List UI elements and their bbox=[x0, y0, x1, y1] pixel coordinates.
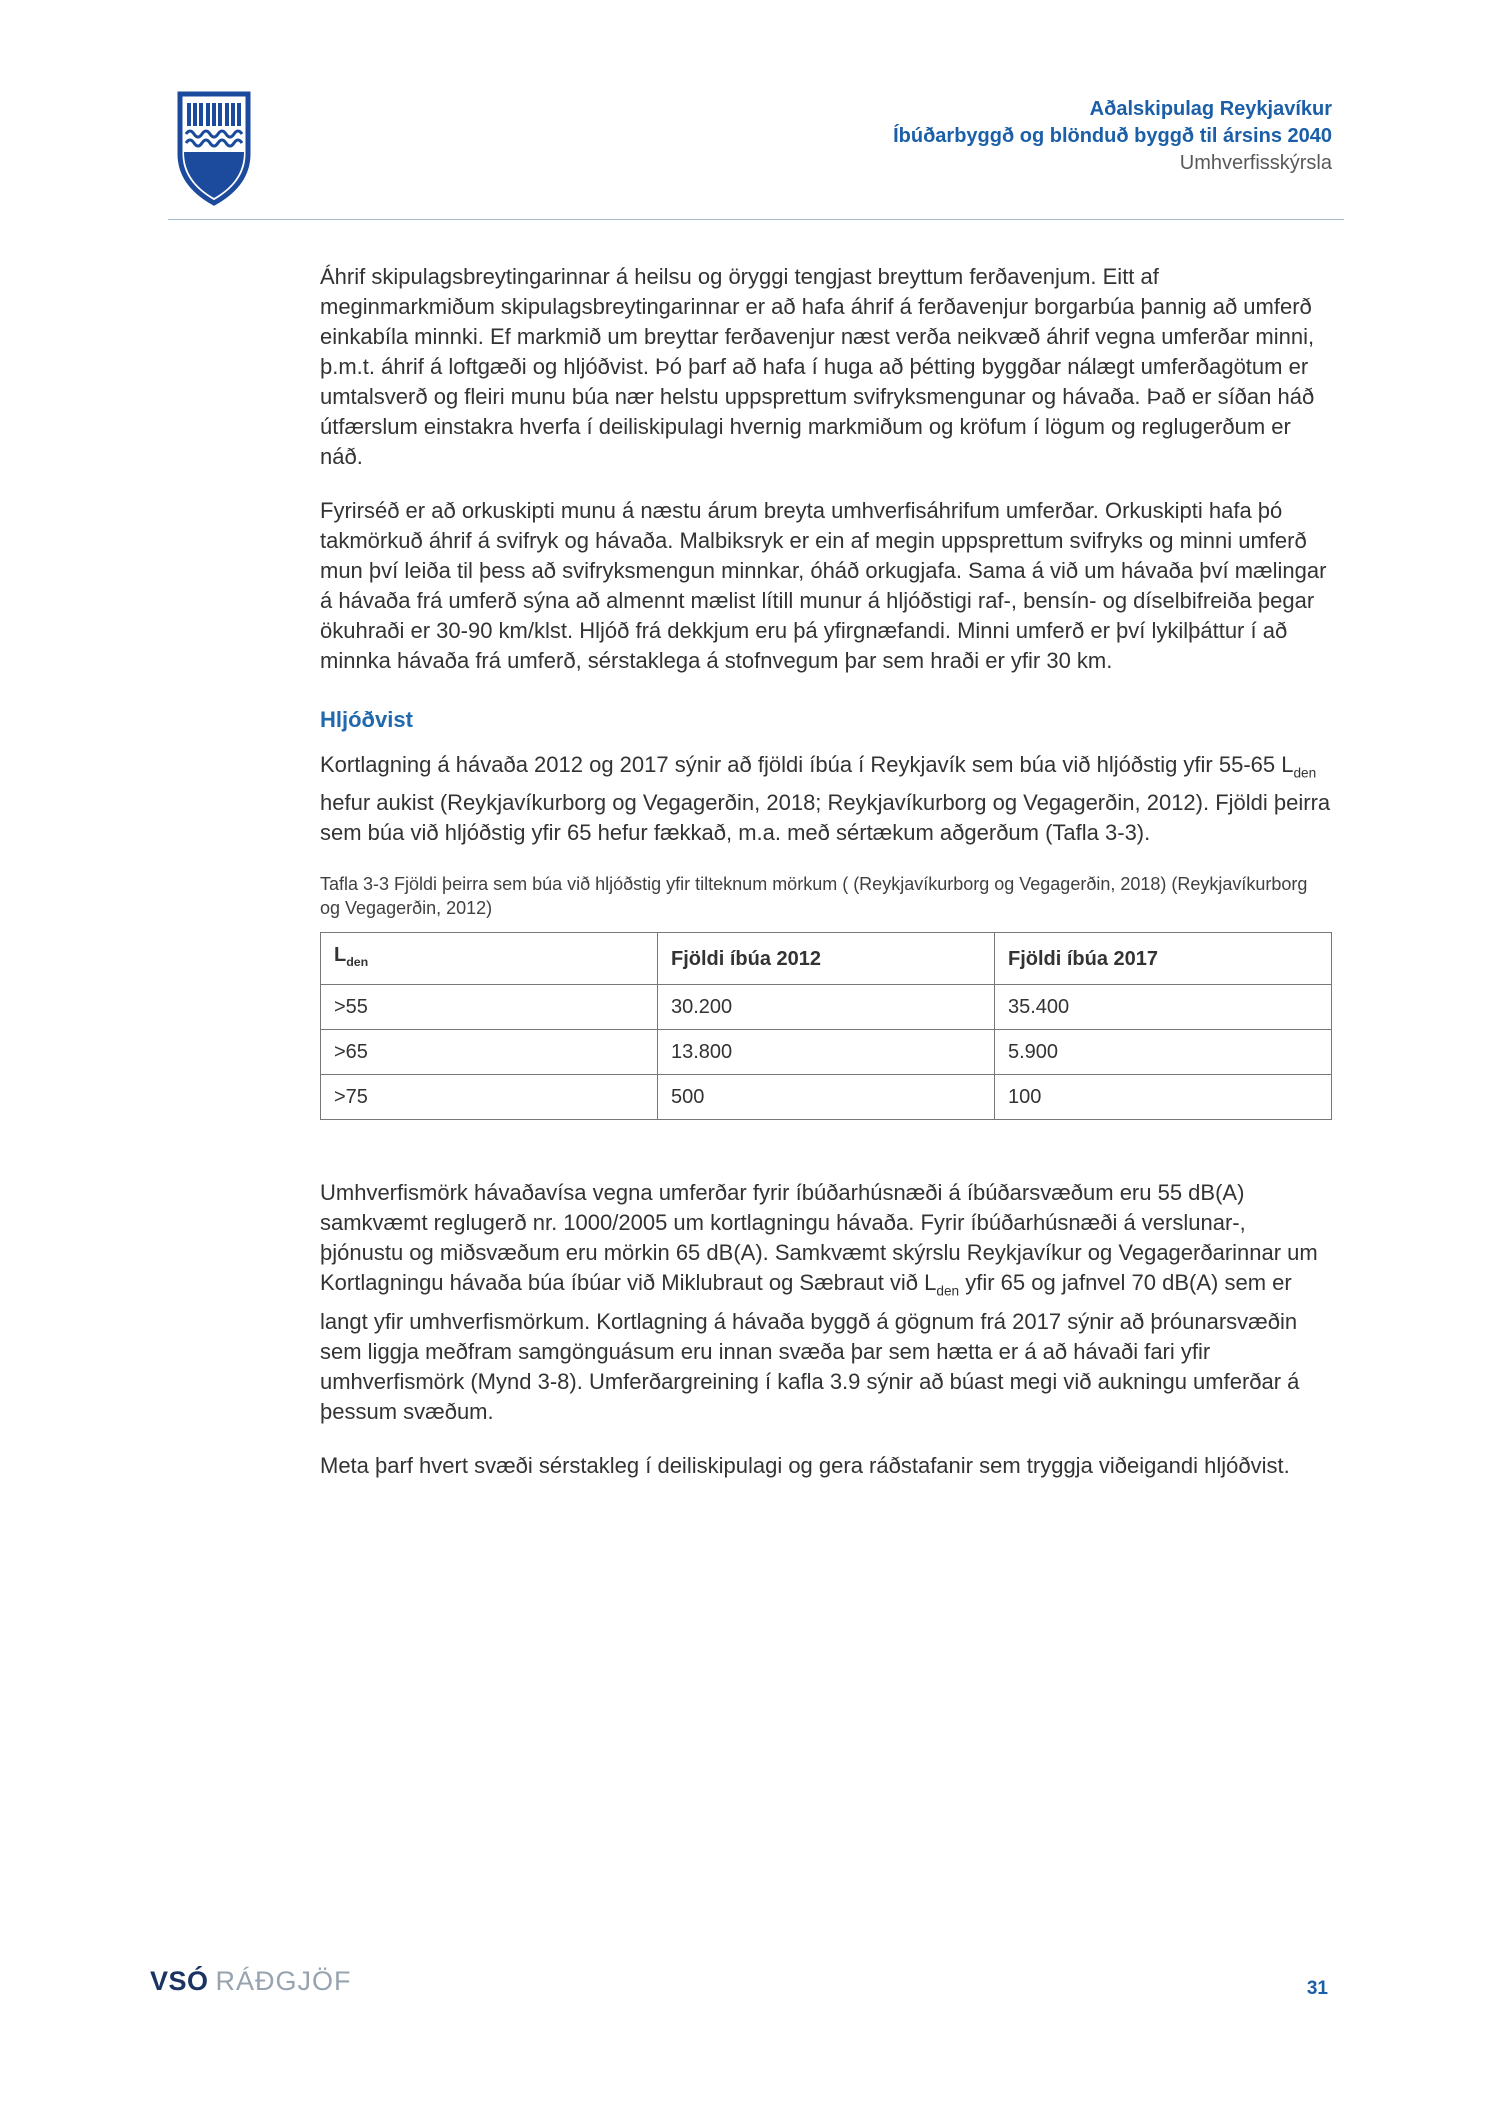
table-cell: >55 bbox=[321, 985, 658, 1030]
header-title-line1: Aðalskipulag Reykjavíkur bbox=[1089, 98, 1332, 120]
paragraph-4 bbox=[320, 1178, 1332, 1426]
table-cell: 35.400 bbox=[995, 985, 1332, 1030]
paragraph-text: yfir 65 og jafnvel 70 dB(A) sem er langt yfir umhverfismörkum. Kortlagning á hávaða byggð á gögnum frá 2017 sýnir að þróunarsvæðin sem liggja meðfram samgönguásum eru innan svæða þar sem hætta er á að hávaði fari yfir umhverfismörk (Mynd 3-8). Umferðargreining í kafla 3.9 sýnir að búast megi við aukningu umferðar á þessum svæðum. bbox=[320, 1270, 1300, 1424]
paragraph-text: hefur aukist (Reykjavíkurborg og Vegagerðin, 2018; Reykjavíkurborg og Vegagerðin, 2012). Fjöldi þeirra sem búa við hljóðstig yfir 65 hefur fækkað, m.a. með sértækum aðgerðum (Tafla 3-3). bbox=[320, 790, 1331, 846]
table-cell: >65 bbox=[321, 1030, 658, 1075]
subscript-lden: den bbox=[1293, 765, 1317, 781]
table-cell: 5.900 bbox=[995, 1030, 1332, 1075]
footer-brand-vso: VSÓ bbox=[150, 1966, 209, 1996]
subscript-lden: den bbox=[936, 1283, 960, 1299]
table-row bbox=[321, 985, 1332, 1030]
paragraph-text: Kortlagning á hávaða 2012 og 2017 sýnir að fjöldi íbúa í Reykjavík sem búa við hljóðstig yfir 55-65 L bbox=[320, 752, 1294, 777]
table-caption: Tafla 3-3 Fjöldi þeirra sem búa við hljóðstig yfir tilteknum mörkum ( (Reykjavíkurborg og Vegagerðin, 2018) (Reykjavíkurborg og Vegagerðin, 2012) bbox=[320, 874, 1308, 919]
table-cell: 500 bbox=[658, 1075, 995, 1120]
table-cell: >75 bbox=[321, 1075, 658, 1120]
table-cell: 100 bbox=[995, 1075, 1332, 1120]
table-row bbox=[321, 1075, 1332, 1120]
table-header-lden bbox=[321, 933, 658, 985]
table-row bbox=[321, 1030, 1332, 1075]
header-title-line2: Íbúðarbyggð og blönduð byggð til ársins 2040 bbox=[893, 125, 1332, 147]
paragraph-3 bbox=[320, 750, 1332, 848]
table-header-text: L bbox=[334, 944, 347, 967]
paragraph-5: Meta þarf hvert svæði sérstakleg í deiliskipulagi og gera ráðstafanir sem tryggja viðeigandi hljóðvist. bbox=[320, 1452, 1290, 1478]
document-header bbox=[893, 96, 1332, 177]
noise-levels-table bbox=[320, 932, 1332, 1120]
table-header-2017: Fjöldi íbúa 2017 bbox=[995, 933, 1332, 985]
paragraph-1: Áhrif skipulagsbreytingarinnar á heilsu og öryggi tengjast breyttum ferðavenjum. Eitt af meginmarkmiðum skipulagsbreytingarinnar er að hafa áhrif á ferðavenjur borgarbúa þannig að umferð einkabíla minnki. Ef markmið um breyttar ferðavenjur næst verða neikvæð áhrif vegna umferðar minni, þ.m.t. áhrif á loftgæði og hljóðvist. Þó þarf að hafa í huga að þétting byggðar nálægt umferðagötum er umtalsverð og fleiri munu búa nær helstu uppsprettum svifryksmengunar og hávaða. Það er síðan háð útfærslum einstakra hverfa í deiliskipulagi hvernig markmiðum og kröfum í lögum og reglugerðum er náð. bbox=[320, 264, 1315, 469]
paragraph-2: Fyrirséð er að orkuskipti munu á næstu árum breyta umhverfisáhrifum umferðar. Orkuskipti hafa þó takmörkuð áhrif á svifryk og hávaða. Malbiksryk er ein af megin uppsprettum svifryks og minni umferð mun því leiða til þess að svifryksmengun minnkar, óháð orkugjafa. Sama á við um hávaða því mælingar á hávaða frá umferð sýna að almennt mælist lítill munur á hljóðstigi raf-, bensín- og díselbifreiða þegar ökuhraði er 30-90 km/klst. Hljóð frá dekkjum eru þá yfirgnæfandi. Minni umferð er því lykilþáttur í að minnka hávaða frá umferð, sérstaklega á stofnvegum þar sem hraði er yfir 30 km. bbox=[320, 498, 1327, 673]
reykjavik-logo-icon bbox=[176, 90, 252, 208]
footer-brand bbox=[150, 1966, 352, 1997]
section-heading-hljodvist: Hljóðvist bbox=[320, 707, 413, 732]
paragraph-text: Umhverfismörk hávaðavísa vegna umferðar fyrir íbúðarhúsnæði á íbúðarsvæðum eru 55 dB(A) samkvæmt reglugerð nr. 1000/2005 um kortlagningu hávaða. Fyrir íbúðarhúsnæði á verslunar-, þjónustu og miðsvæðum eru mörkin 65 dB(A). Samkvæmt skýrslu Reykjavíkur og Vegagerðarinnar um Kortlagningu hávaða búa íbúar við Miklubraut og Sæbraut við L bbox=[320, 1180, 1318, 1296]
header-subtitle: Umhverfisskýrsla bbox=[1179, 152, 1332, 174]
reykjavik-coat-of-arms bbox=[176, 90, 252, 208]
table-cell: 13.800 bbox=[658, 1030, 995, 1075]
table-header-2012: Fjöldi íbúa 2012 bbox=[658, 933, 995, 985]
table-cell: 30.200 bbox=[658, 985, 995, 1030]
table-header-row bbox=[321, 933, 1332, 985]
subscript-lden: den bbox=[346, 955, 369, 970]
footer-brand-radgjof: RÁÐGJÖF bbox=[215, 1966, 352, 1996]
page-number: 31 bbox=[1306, 1978, 1328, 1999]
page-content bbox=[320, 262, 1332, 1505]
header-divider bbox=[168, 219, 1344, 220]
